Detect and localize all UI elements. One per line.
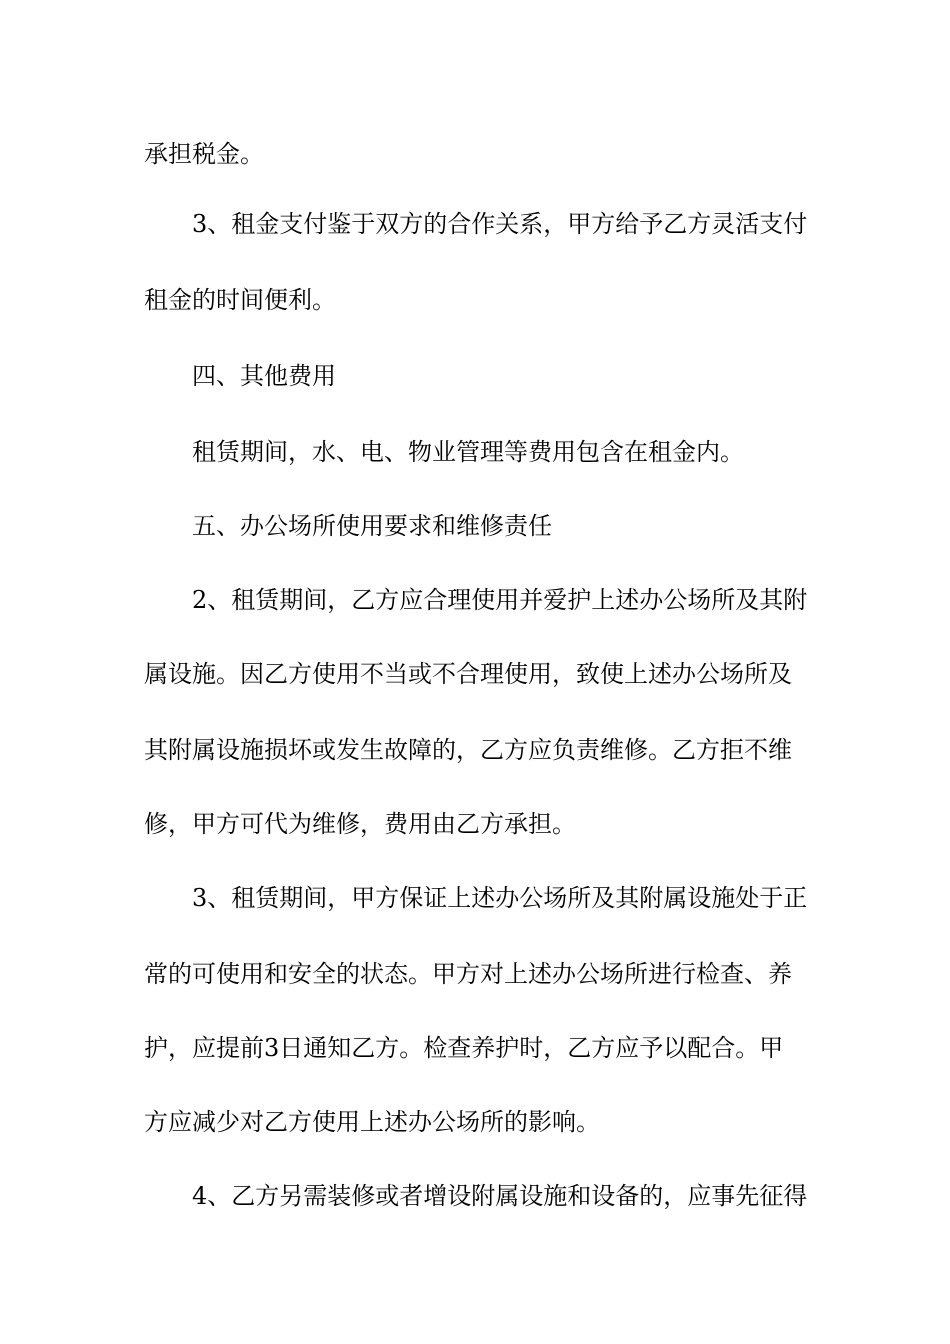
text-line-13: 护，应提前3日通知乙方。检查养护时，乙方应予以配合。甲 — [144, 1034, 784, 1062]
text-line-12: 常的可使用和安全的状态。甲方对上述办公场所进行检查、养 — [144, 960, 792, 988]
text-line-5: 租赁期间，水、电、物业管理等费用包含在租金内。 — [192, 438, 744, 466]
text-line-7: 2、租赁期间，乙方应合理使用并爱护上述办公场所及其附 — [192, 586, 808, 614]
text-line-3: 租金的时间便利。 — [144, 286, 336, 314]
text-line-14: 方应减少对乙方使用上述办公场所的影响。 — [144, 1108, 600, 1136]
section-heading-5: 五、办公场所使用要求和维修责任 — [192, 512, 552, 540]
text-line-10: 修，甲方可代为维修，费用由乙方承担。 — [144, 810, 576, 838]
section-heading-4: 四、其他费用 — [192, 362, 336, 390]
text-line-8: 属设施。因乙方使用不当或不合理使用，致使上述办公场所及 — [144, 660, 792, 688]
text-line-15: 4、乙方另需装修或者增设附属设施和设备的，应事先征得 — [192, 1182, 808, 1210]
text-line-9: 其附属设施损坏或发生故障的，乙方应负责维修。乙方拒不维 — [144, 736, 792, 764]
text-line-2: 3、租金支付鉴于双方的合作关系，甲方给予乙方灵活支付 — [192, 210, 808, 238]
text-line-1: 承担税金。 — [144, 140, 264, 168]
text-line-11: 3、租赁期间，甲方保证上述办公场所及其附属设施处于正 — [192, 884, 808, 912]
